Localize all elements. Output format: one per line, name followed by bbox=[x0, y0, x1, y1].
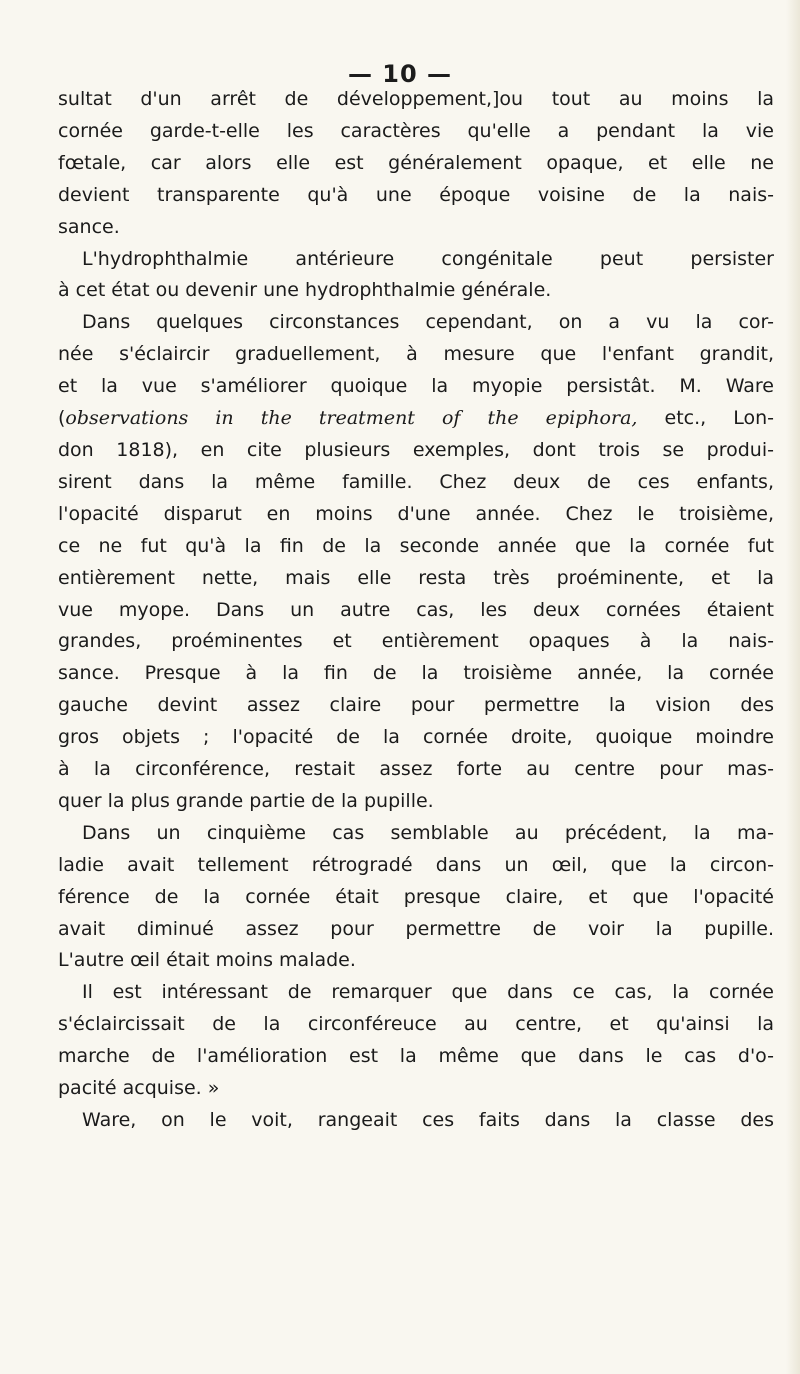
paragraph-start-line: L'hydrophthalmie antérieure congénitale peut persister bbox=[82, 247, 774, 270]
text-line: à la circonférence, restait assez forte au centre pour mas- bbox=[58, 758, 774, 781]
text-line: entièrement nette, mais elle resta très proéminente, et la bbox=[58, 566, 774, 589]
text-line: ladie avait tellement rétrogradé dans un œil, que la circon- bbox=[58, 853, 774, 876]
text-line: gros objets ; l'opacité de la cornée droite, quoique moindre bbox=[58, 726, 774, 749]
text-line: férence de la cornée était presque claire, et que l'opacité bbox=[58, 885, 774, 908]
text-line: fœtale, car alors elle est généralement opaque, et elle ne bbox=[58, 151, 774, 174]
page-number: — 10 — bbox=[347, 60, 453, 88]
text-line: devient transparente qu'à une époque voisine de la nais- bbox=[58, 183, 774, 206]
text-line: vue myope. Dans un autre cas, les deux cornées étaient bbox=[58, 598, 774, 621]
text-line: sance. Presque à la fin de la troisième année, la cornée bbox=[58, 662, 774, 685]
text-line: don 1818), en cite plusieurs exemples, dont trois se produi- bbox=[58, 438, 774, 461]
citation-rest: etc., Lon- bbox=[637, 407, 774, 430]
text-line: née s'éclaircir graduellement, à mesure que l'enfant grandit, bbox=[58, 343, 774, 366]
paragraph-start-line: Il est intéressant de remarquer que dans ce cas, la cornée bbox=[82, 981, 774, 1004]
text-line: grandes, proéminentes et entièrement opaques à la nais- bbox=[58, 630, 774, 653]
citation-title: observations in the treatment of the epiphora, bbox=[65, 407, 638, 430]
text-line: ce ne fut qu'à la fin de la seconde année que la cornée fut bbox=[58, 534, 774, 557]
text-line-with-citation bbox=[58, 403, 774, 435]
paragraph-start-line: Ware, on le voit, rangeait ces faits dans la classe des bbox=[82, 1109, 774, 1131]
text-line: L'autre œil était moins malade. bbox=[58, 949, 356, 972]
paragraph-start-line: Dans un cinquième cas semblable au précédent, la ma- bbox=[82, 821, 774, 844]
paragraph-start-line: Dans quelques circonstances cependant, on a vu la cor- bbox=[82, 311, 774, 334]
text-line: sultat d'un arrêt de développement,]ou tout au moins la bbox=[58, 88, 774, 110]
text-line: l'opacité disparut en moins d'une année. Chez le troisième, bbox=[58, 502, 774, 525]
text-line: à cet état ou devenir une hydrophthalmie générale. bbox=[58, 279, 552, 302]
text-line: quer la plus grande partie de la pupille. bbox=[58, 789, 434, 812]
text-line: marche de l'amélioration est la même que dans le cas d'o- bbox=[58, 1045, 774, 1068]
text-line: pacité acquise. » bbox=[58, 1077, 220, 1100]
page-edge-shadow bbox=[786, 0, 800, 1374]
text-line: gauche devint assez claire pour permettre la vision des bbox=[58, 694, 774, 717]
citation-open-paren: ( bbox=[58, 407, 66, 430]
text-line: sirent dans la même famille. Chez deux de ces enfants, bbox=[58, 470, 774, 493]
text-line: et la vue s'améliorer quoique la myopie persistât. M. Ware bbox=[58, 375, 774, 398]
text-line: s'éclaircissait de la circonféreuce au centre, et qu'ainsi la bbox=[58, 1013, 774, 1036]
text-line: avait diminué assez pour permettre de voir la pupille. bbox=[58, 917, 774, 940]
body-text bbox=[58, 84, 774, 1137]
text-line: cornée garde-t-elle les caractères qu'elle a pendant la vie bbox=[58, 119, 774, 142]
text-line: sance. bbox=[58, 215, 120, 238]
